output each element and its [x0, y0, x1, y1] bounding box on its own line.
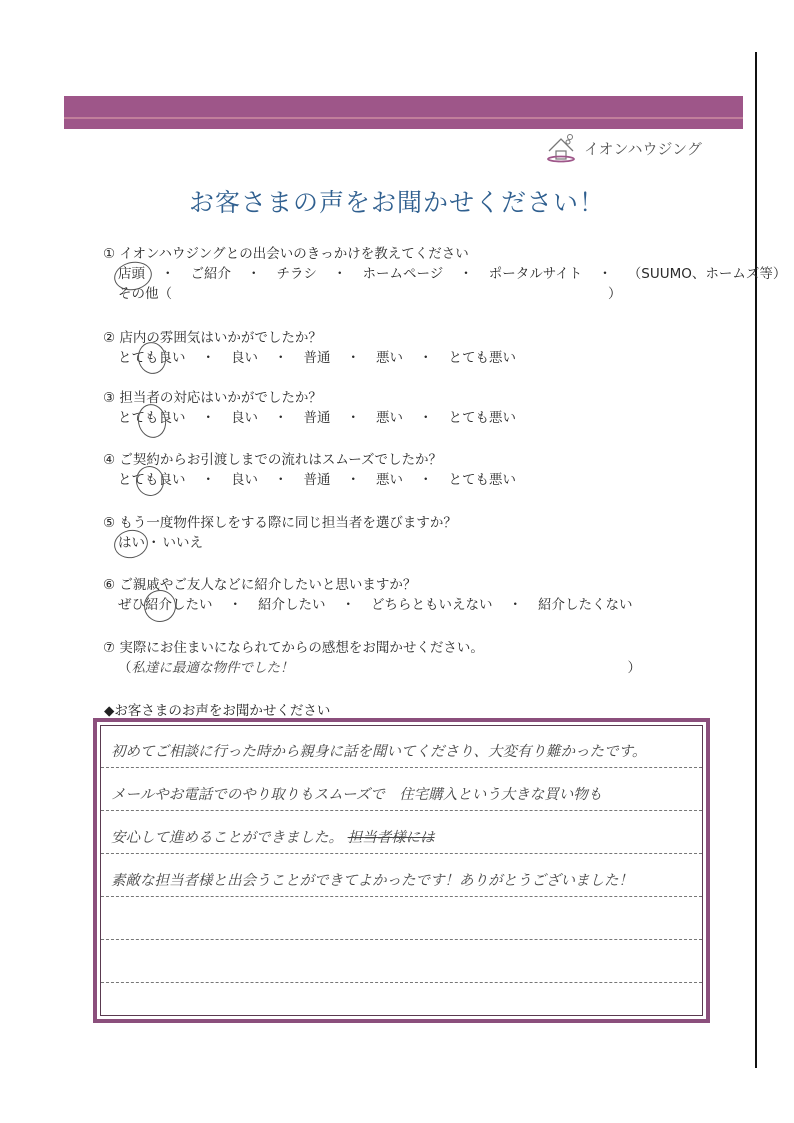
question-5-title: ⑤ もう一度物件探しをする際に同じ担当者を選びますか？: [103, 515, 457, 531]
question-3-options: とても良い ・ 良い ・ 普通 ・ 悪い ・ とても悪い: [103, 408, 516, 428]
brand-name: イオンハウジング: [584, 139, 702, 158]
option-very-bad[interactable]: とても悪い: [448, 472, 516, 488]
option-very-good[interactable]: とても良い: [118, 470, 186, 490]
question-7: [103, 638, 641, 678]
option-flyer[interactable]: チラシ: [276, 266, 317, 282]
question-1-title: ① イオンハウジングとの出会いのきっかけを教えてください: [103, 246, 469, 262]
option-good[interactable]: 良い: [231, 410, 258, 426]
comment-line-7: [101, 982, 702, 1025]
question-6: [103, 575, 633, 615]
option-no[interactable]: いいえ: [162, 535, 203, 551]
brand-logo: [546, 132, 702, 164]
option-very-good[interactable]: とても良い: [118, 348, 186, 368]
question-3-title: ③ 担当者の対応はいかがでしたか？: [103, 390, 322, 406]
other-field[interactable]: その他（ ）: [118, 286, 622, 302]
comment-line-4: 素敵な担当者様と出会うことができてよかったです！ありがとうございました！: [101, 853, 702, 897]
question-2: [103, 328, 516, 368]
impression-answer-field[interactable]: （ 私達に最適な物件でした！ ）: [118, 660, 641, 676]
question-2-title: ② 店内の雰囲気はいかがでしたか？: [103, 330, 322, 346]
option-portal-examples: （SUUMO、ホームズ等）: [627, 266, 787, 282]
question-6-options: ぜひ紹介したい ・ 紹介したい ・ どちらともいえない ・ 紹介したくない: [103, 595, 633, 615]
header-band: [64, 96, 743, 129]
option-yes[interactable]: はい: [118, 533, 145, 553]
option-normal[interactable]: 普通: [303, 472, 331, 488]
house-icon: [546, 133, 580, 163]
comment-line-6: [101, 939, 702, 983]
comment-line-5: [101, 896, 702, 940]
option-good[interactable]: 良い: [231, 472, 258, 488]
question-4: [103, 450, 516, 490]
question-5: [103, 513, 457, 553]
question-2-options: とても良い ・ 良い ・ 普通 ・ 悪い ・ とても悪い: [103, 348, 516, 368]
option-portal-site[interactable]: ポータルサイト: [488, 266, 583, 282]
option-bad[interactable]: 悪い: [376, 472, 403, 488]
impression-answer: 私達に最適な物件でした！: [131, 660, 294, 676]
option-normal[interactable]: 普通: [303, 350, 331, 366]
question-6-title: ⑥ ご親戚やご友人などに紹介したいと思いますか？: [103, 577, 417, 593]
page-title: お客さまの声をお聞かせください！: [188, 188, 605, 217]
comments-box[interactable]: [93, 718, 710, 1023]
option-refer[interactable]: 紹介したい: [258, 597, 326, 613]
option-good[interactable]: 良い: [231, 350, 258, 366]
option-not-refer[interactable]: 紹介したくない: [538, 597, 633, 613]
question-1: [103, 244, 786, 304]
option-definitely-refer[interactable]: ぜひ紹介したい: [118, 595, 213, 615]
question-4-options: とても良い ・ 良い ・ 普通 ・ 悪い ・ とても悪い: [103, 470, 516, 490]
question-4-title: ④ ご契約からお引渡しまでの流れはスムーズでしたか？: [103, 452, 443, 468]
question-1-options: 店頭 ・ ご紹介 ・ チラシ ・ ホームページ ・ ポータルサイト ・ （SUUMO、ホームズ等）: [103, 264, 786, 284]
header-band-stripe: [64, 117, 743, 119]
option-very-bad[interactable]: とても悪い: [448, 410, 516, 426]
option-very-good[interactable]: とても良い: [118, 408, 186, 428]
comment-line-2: メールやお電話でのやり取りもスムーズで 住宅購入という大きな買い物も: [101, 767, 702, 811]
option-neutral[interactable]: どちらともいえない: [371, 597, 493, 613]
comment-line-3: 安心して進めることができました。 担当者様には: [101, 810, 702, 854]
option-bad[interactable]: 悪い: [376, 350, 403, 366]
question-5-options: はい ・ いいえ: [103, 533, 457, 553]
option-homepage[interactable]: ホームページ: [362, 266, 444, 282]
comments-label: ◆お客さまのお声をお聞かせください: [104, 703, 331, 719]
comment-line-1: 初めてご相談に行った時から親身に話を聞いてくださり、大変有り難かったです。: [101, 724, 702, 768]
option-storefront[interactable]: 店頭: [118, 264, 145, 284]
struck-text: 担当者様には: [347, 830, 435, 846]
option-bad[interactable]: 悪い: [376, 410, 403, 426]
question-7-title: ⑦ 実際にお住まいになられてからの感想をお聞かせください。: [103, 640, 484, 656]
option-normal[interactable]: 普通: [303, 410, 331, 426]
option-referral[interactable]: ご紹介: [190, 266, 231, 282]
option-very-bad[interactable]: とても悪い: [448, 350, 516, 366]
question-3: [103, 388, 516, 428]
